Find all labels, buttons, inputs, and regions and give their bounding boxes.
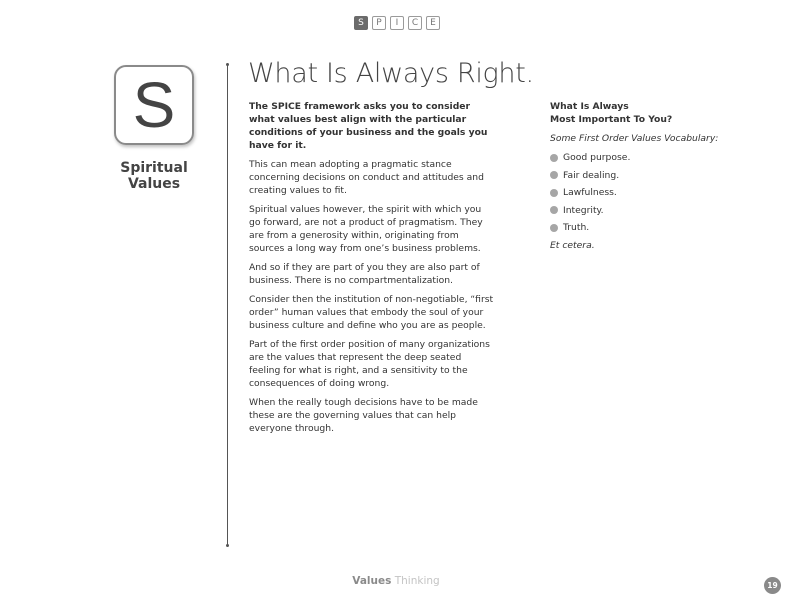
bullet-icon bbox=[550, 171, 558, 179]
list-item bbox=[550, 219, 730, 237]
bullet-icon bbox=[550, 224, 558, 232]
nav-letter-s[interactable]: S bbox=[354, 16, 368, 30]
section-label: Spiritual Values bbox=[120, 160, 188, 192]
body-paragraph: Consider then the institution of non-negotiable, “first order” human values that embody the soul of your business culture and define who you are as people. bbox=[249, 294, 494, 331]
body-paragraph: This can mean adopting a pragmatic stance concerning decisions on conduct and attitudes and creating values to fit. bbox=[249, 159, 484, 196]
list-item bbox=[550, 149, 730, 167]
bullet-icon bbox=[550, 154, 558, 162]
list-item-label: Good purpose. bbox=[563, 152, 631, 164]
list-item-label: Lawfulness. bbox=[563, 187, 617, 199]
sidebar-heading bbox=[550, 100, 730, 126]
footer-brand-light: Thinking bbox=[394, 575, 440, 587]
list-item bbox=[550, 202, 730, 220]
footer-brand-bold: Values bbox=[352, 575, 392, 587]
sidebar-closing: Et cetera. bbox=[550, 239, 595, 251]
body-paragraph: Spiritual values however, the spirit with which you go forward, are not a product of pragmatism. They are from a generosity within, originating from sources a long way from one’s business problems. bbox=[249, 204, 483, 254]
sidebar-heading-line: Most Important To You? bbox=[550, 114, 673, 125]
page-title: What Is Always Right. bbox=[248, 58, 534, 89]
list-item-label: Integrity. bbox=[563, 204, 604, 216]
section-letter-icon: S bbox=[114, 65, 194, 145]
page-number-badge: 19 bbox=[764, 577, 781, 594]
footer-brand bbox=[0, 575, 792, 587]
divider-line bbox=[227, 65, 228, 545]
spice-nav bbox=[354, 16, 440, 30]
nav-letter-e[interactable]: E bbox=[426, 16, 440, 30]
lead-paragraph: The SPICE framework asks you to consider what values best align with the particular conditions of your business and the goals you have for it. bbox=[249, 101, 488, 151]
list-item-label: Fair dealing. bbox=[563, 169, 620, 181]
nav-letter-c[interactable]: C bbox=[408, 16, 422, 30]
list-item-label: Truth. bbox=[563, 222, 590, 234]
bullet-icon bbox=[550, 206, 558, 214]
sidebar-heading-line: What Is Always bbox=[550, 101, 629, 112]
list-item bbox=[550, 167, 730, 185]
body-paragraph: And so if they are part of you they are also part of business. There is no compartmentalization. bbox=[249, 262, 480, 286]
bullet-icon bbox=[550, 189, 558, 197]
nav-letter-i[interactable]: I bbox=[390, 16, 404, 30]
list-item bbox=[550, 184, 730, 202]
nav-letter-p[interactable]: P bbox=[372, 16, 386, 30]
body-paragraph: When the really tough decisions have to be made these are the governing values that can help everyone through. bbox=[249, 397, 478, 434]
sidebar-subheading: Some First Order Values Vocabulary: bbox=[550, 133, 719, 144]
values-list bbox=[550, 149, 730, 237]
article-body bbox=[249, 100, 494, 441]
values-sidebar bbox=[550, 100, 730, 252]
body-paragraph: Part of the first order position of many organizations are the values that represent the deep seated feeling for what is right, and a sensitivity to the consequences of doing wrong. bbox=[249, 339, 490, 389]
